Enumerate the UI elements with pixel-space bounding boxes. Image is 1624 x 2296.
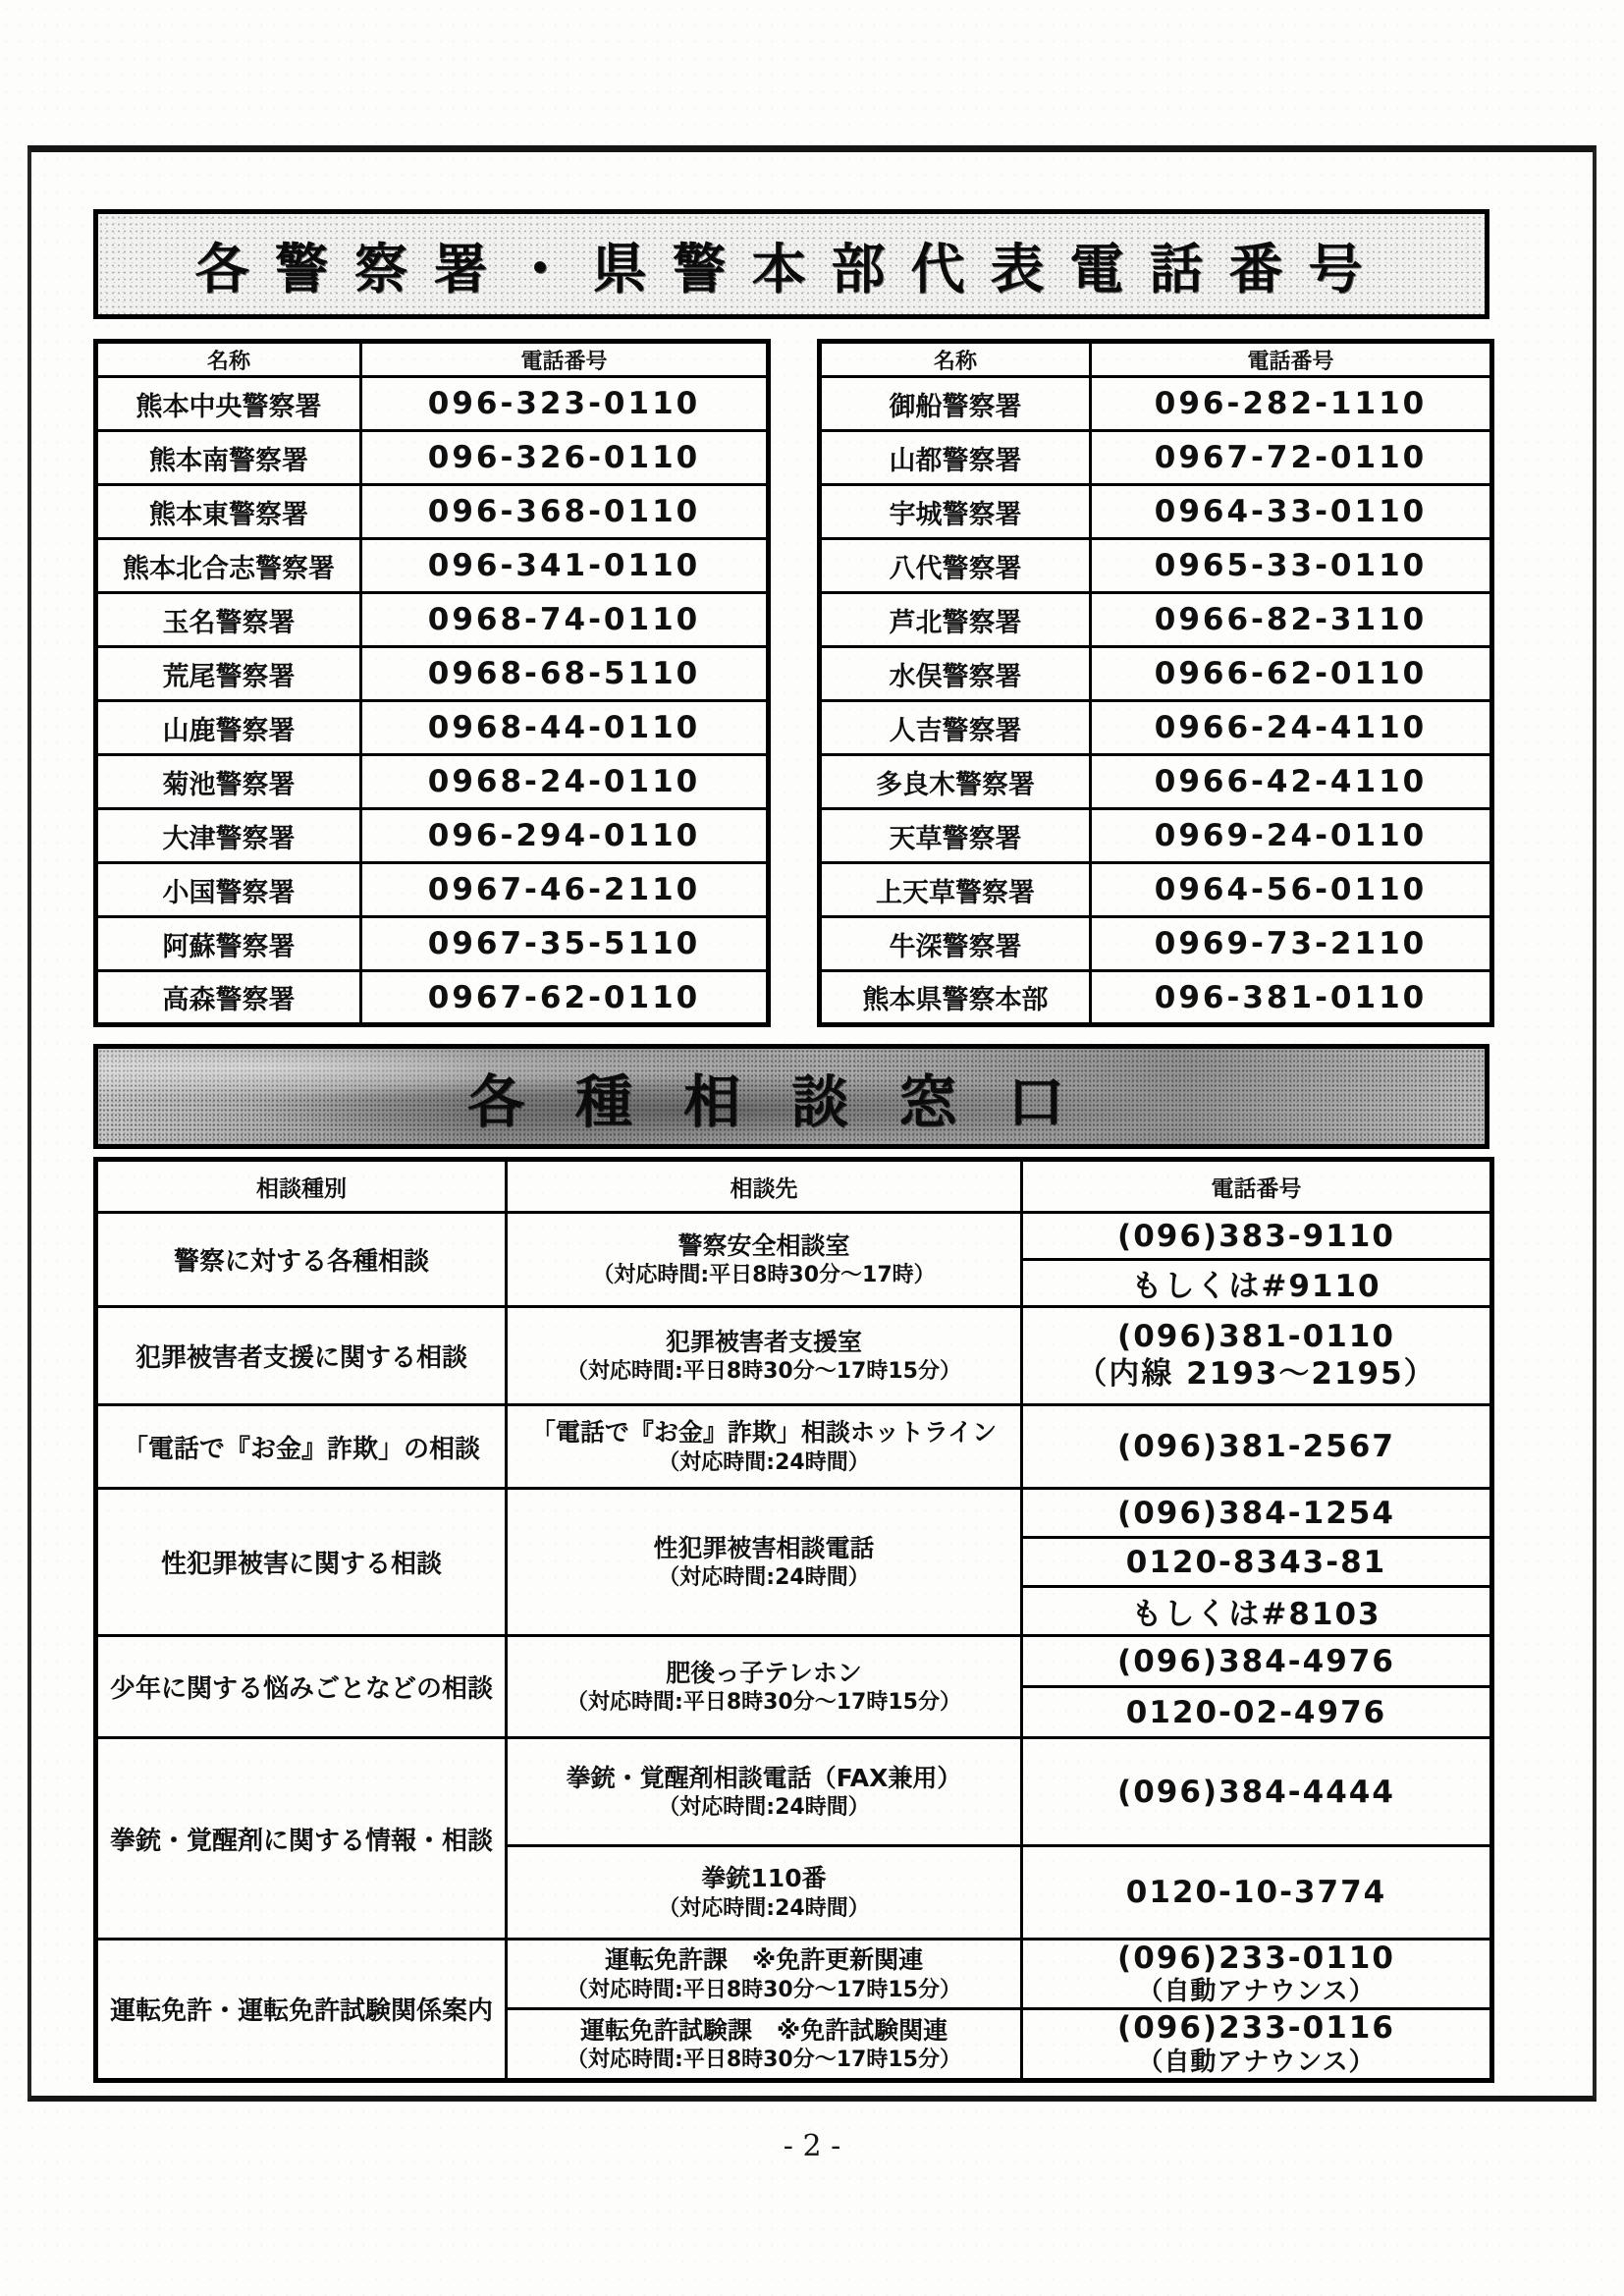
contact-hours: （対応時間:24時間） bbox=[658, 1449, 870, 1475]
column-header-name: 名称 bbox=[820, 342, 1091, 377]
column-header-phone: 電話番号 bbox=[1091, 342, 1492, 377]
station-name: 上天草警察署 bbox=[820, 863, 1091, 917]
table-row bbox=[96, 1489, 1492, 1538]
station-phone: 096-341-0110 bbox=[361, 539, 769, 593]
consult-type: 運転免許・運転免許試験関係案内 bbox=[96, 1940, 507, 2081]
column-header-phone: 電話番号 bbox=[361, 342, 769, 377]
consult-phone-alt: もしくは#9110 bbox=[1022, 1260, 1492, 1307]
station-name: 熊本県警察本部 bbox=[820, 971, 1091, 1025]
main-title: 各警察署・県警本部代表電話番号 bbox=[194, 237, 1388, 301]
table-row bbox=[96, 755, 769, 809]
table-row bbox=[96, 1405, 1492, 1489]
contact-name: 警察安全相談室 bbox=[677, 1230, 850, 1260]
station-name: 熊本中央警察署 bbox=[96, 377, 361, 431]
station-phone: 0967-72-0110 bbox=[1091, 431, 1492, 485]
table-row bbox=[820, 539, 1492, 593]
column-header-consult-contact: 相談先 bbox=[507, 1160, 1022, 1213]
consult-phone: (096)381-2567 bbox=[1022, 1405, 1492, 1489]
column-header-consult-type: 相談種別 bbox=[96, 1160, 507, 1213]
table-row bbox=[820, 485, 1492, 539]
station-name: 荒尾警察署 bbox=[96, 647, 361, 701]
station-phone: 0966-62-0110 bbox=[1091, 647, 1492, 701]
table-row bbox=[96, 701, 769, 755]
contact-hours: （対応時間:平日8時30分～17時15分） bbox=[567, 1977, 961, 2002]
consult-type: 「電話で『お金』詐欺」の相談 bbox=[96, 1405, 507, 1489]
table-row bbox=[820, 431, 1492, 485]
phone-note: （自動アナウンス） bbox=[1137, 2047, 1376, 2077]
table-row bbox=[96, 863, 769, 917]
consult-phone bbox=[1022, 1940, 1492, 2009]
station-name: 多良木警察署 bbox=[820, 755, 1091, 809]
consult-phone: 0120-10-3774 bbox=[1022, 1846, 1492, 1940]
station-phone: 096-282-1110 bbox=[1091, 377, 1492, 431]
contact-hours: （対応時間:平日8時30分～17時15分） bbox=[567, 1359, 961, 1384]
station-name: 菊池警察署 bbox=[96, 755, 361, 809]
station-phone: 0968-24-0110 bbox=[361, 755, 769, 809]
consult-contact bbox=[507, 1213, 1022, 1307]
contact-name: 犯罪被害者支援室 bbox=[665, 1327, 862, 1356]
consult-phone: 0120-02-4976 bbox=[1022, 1687, 1492, 1738]
station-phone: 096-294-0110 bbox=[361, 809, 769, 863]
station-phone: 096-368-0110 bbox=[361, 485, 769, 539]
contact-name: 肥後っ子テレホン bbox=[666, 1658, 862, 1687]
station-phone: 0964-56-0110 bbox=[1091, 863, 1492, 917]
station-name: 山都警察署 bbox=[820, 431, 1091, 485]
station-table-left bbox=[93, 339, 771, 1027]
station-phone: 0964-33-0110 bbox=[1091, 485, 1492, 539]
station-name: 牛深警察署 bbox=[820, 917, 1091, 971]
table-row bbox=[820, 917, 1492, 971]
contact-name: 「電話で『お金』詐欺」相談ホットライン bbox=[530, 1418, 998, 1447]
consult-type: 犯罪被害者支援に関する相談 bbox=[96, 1307, 507, 1405]
consultation-title-banner bbox=[93, 1044, 1489, 1149]
page-number: - 2 - bbox=[783, 2129, 841, 2163]
table-row bbox=[96, 647, 769, 701]
table-row bbox=[96, 431, 769, 485]
table-row bbox=[820, 755, 1492, 809]
consult-phone: (096)384-4444 bbox=[1022, 1738, 1492, 1846]
station-name: 芦北警察署 bbox=[820, 593, 1091, 647]
table-row bbox=[96, 377, 769, 431]
station-phone: 0967-46-2110 bbox=[361, 863, 769, 917]
station-phone: 0967-62-0110 bbox=[361, 971, 769, 1025]
station-name: 八代警察署 bbox=[820, 539, 1091, 593]
station-phone: 096-326-0110 bbox=[361, 431, 769, 485]
contact-hours: （対応時間:24時間） bbox=[658, 1895, 870, 1921]
station-name: 大津警察署 bbox=[96, 809, 361, 863]
station-name: 人吉警察署 bbox=[820, 701, 1091, 755]
contact-name: 運転免許課 ※免許更新関連 bbox=[604, 1945, 924, 1975]
consult-phone: 0120-8343-81 bbox=[1022, 1538, 1492, 1587]
consult-phone bbox=[1022, 2009, 1492, 2080]
station-phone: 0965-33-0110 bbox=[1091, 539, 1492, 593]
table-row bbox=[96, 971, 769, 1025]
consult-phone bbox=[1022, 1307, 1492, 1405]
consult-type: 拳銃・覚醒剤に関する情報・相談 bbox=[96, 1738, 507, 1940]
consult-contact bbox=[507, 1489, 1022, 1636]
station-name: 阿蘇警察署 bbox=[96, 917, 361, 971]
contact-hours: （対応時間:平日8時30分～17時） bbox=[592, 1263, 936, 1287]
contact-hours: （対応時間:平日8時30分～17時15分） bbox=[567, 1690, 961, 1715]
station-name: 高森警察署 bbox=[96, 971, 361, 1025]
consult-type: 警察に対する各種相談 bbox=[96, 1213, 507, 1307]
station-phone: 0968-68-5110 bbox=[361, 647, 769, 701]
station-phone: 096-381-0110 bbox=[1091, 971, 1492, 1025]
table-row bbox=[96, 917, 769, 971]
station-phone: 0966-24-4110 bbox=[1091, 701, 1492, 755]
consult-contact bbox=[507, 1738, 1022, 1846]
contact-hours: （対応時間:24時間） bbox=[658, 1795, 870, 1820]
consult-contact bbox=[507, 1846, 1022, 1940]
phone-note: （自動アナウンス） bbox=[1137, 1977, 1376, 2007]
table-row bbox=[96, 539, 769, 593]
table-row bbox=[820, 809, 1492, 863]
column-header-name: 名称 bbox=[96, 342, 361, 377]
table-row bbox=[820, 863, 1492, 917]
station-name: 宇城警察署 bbox=[820, 485, 1091, 539]
phone-extension: （内線 2193～2195） bbox=[1076, 1355, 1436, 1392]
consult-contact bbox=[507, 1636, 1022, 1738]
contact-hours: （対応時間:24時間） bbox=[658, 1565, 870, 1590]
table-row bbox=[96, 1307, 1492, 1405]
station-name: 熊本南警察署 bbox=[96, 431, 361, 485]
station-phone: 0969-24-0110 bbox=[1091, 809, 1492, 863]
station-name: 熊本東警察署 bbox=[96, 485, 361, 539]
phone-number: (096)381-0110 bbox=[1117, 1319, 1395, 1355]
consult-contact bbox=[507, 2009, 1022, 2080]
main-title-banner bbox=[93, 209, 1489, 319]
table-row bbox=[820, 701, 1492, 755]
station-name: 玉名警察署 bbox=[96, 593, 361, 647]
consult-contact bbox=[507, 1307, 1022, 1405]
station-phone: 096-323-0110 bbox=[361, 377, 769, 431]
phone-number: (096)233-0110 bbox=[1117, 1941, 1395, 1976]
column-header-consult-phone: 電話番号 bbox=[1022, 1160, 1492, 1213]
station-phone: 0969-73-2110 bbox=[1091, 917, 1492, 971]
station-name: 小国警察署 bbox=[96, 863, 361, 917]
consult-type: 少年に関する悩みごとなどの相談 bbox=[96, 1636, 507, 1738]
consultation-title: 各種相談窓口 bbox=[466, 1067, 1115, 1135]
station-phone: 0966-42-4110 bbox=[1091, 755, 1492, 809]
station-name: 熊本北合志警察署 bbox=[96, 539, 361, 593]
station-name: 山鹿警察署 bbox=[96, 701, 361, 755]
table-row bbox=[96, 593, 769, 647]
consult-phone-alt: もしくは#8103 bbox=[1022, 1587, 1492, 1636]
contact-name: 拳銃110番 bbox=[701, 1864, 827, 1892]
contact-name: 運転免許試験課 ※免許試験関連 bbox=[579, 2015, 948, 2045]
table-row bbox=[96, 1636, 1492, 1687]
table-row bbox=[96, 1738, 1492, 1846]
table-row bbox=[820, 377, 1492, 431]
contact-name: 性犯罪被害相談電話 bbox=[653, 1533, 875, 1562]
table-row bbox=[820, 971, 1492, 1025]
station-phone: 0968-74-0110 bbox=[361, 593, 769, 647]
table-row bbox=[820, 593, 1492, 647]
phone-number: (096)233-0116 bbox=[1117, 2010, 1395, 2047]
station-table-right bbox=[817, 339, 1494, 1027]
table-row bbox=[820, 647, 1492, 701]
station-phone: 0967-35-5110 bbox=[361, 917, 769, 971]
consult-phone: (096)383-9110 bbox=[1022, 1213, 1492, 1260]
station-phone: 0966-82-3110 bbox=[1091, 593, 1492, 647]
consult-phone: (096)384-1254 bbox=[1022, 1489, 1492, 1538]
consult-contact bbox=[507, 1405, 1022, 1489]
station-name: 水俣警察署 bbox=[820, 647, 1091, 701]
contact-hours: （対応時間:平日8時30分～17時15分） bbox=[567, 2048, 961, 2073]
station-name: 御船警察署 bbox=[820, 377, 1091, 431]
table-row bbox=[96, 485, 769, 539]
consult-type: 性犯罪被害に関する相談 bbox=[96, 1489, 507, 1636]
station-name: 天草警察署 bbox=[820, 809, 1091, 863]
table-row bbox=[96, 809, 769, 863]
table-row bbox=[96, 1213, 1492, 1260]
contact-name: 拳銃・覚醒剤相談電話（FAX兼用） bbox=[566, 1763, 962, 1792]
consult-phone: (096)384-4976 bbox=[1022, 1636, 1492, 1687]
consult-contact bbox=[507, 1940, 1022, 2009]
table-row bbox=[96, 1940, 1492, 2009]
station-phone: 0968-44-0110 bbox=[361, 701, 769, 755]
consultation-table bbox=[93, 1157, 1494, 2083]
